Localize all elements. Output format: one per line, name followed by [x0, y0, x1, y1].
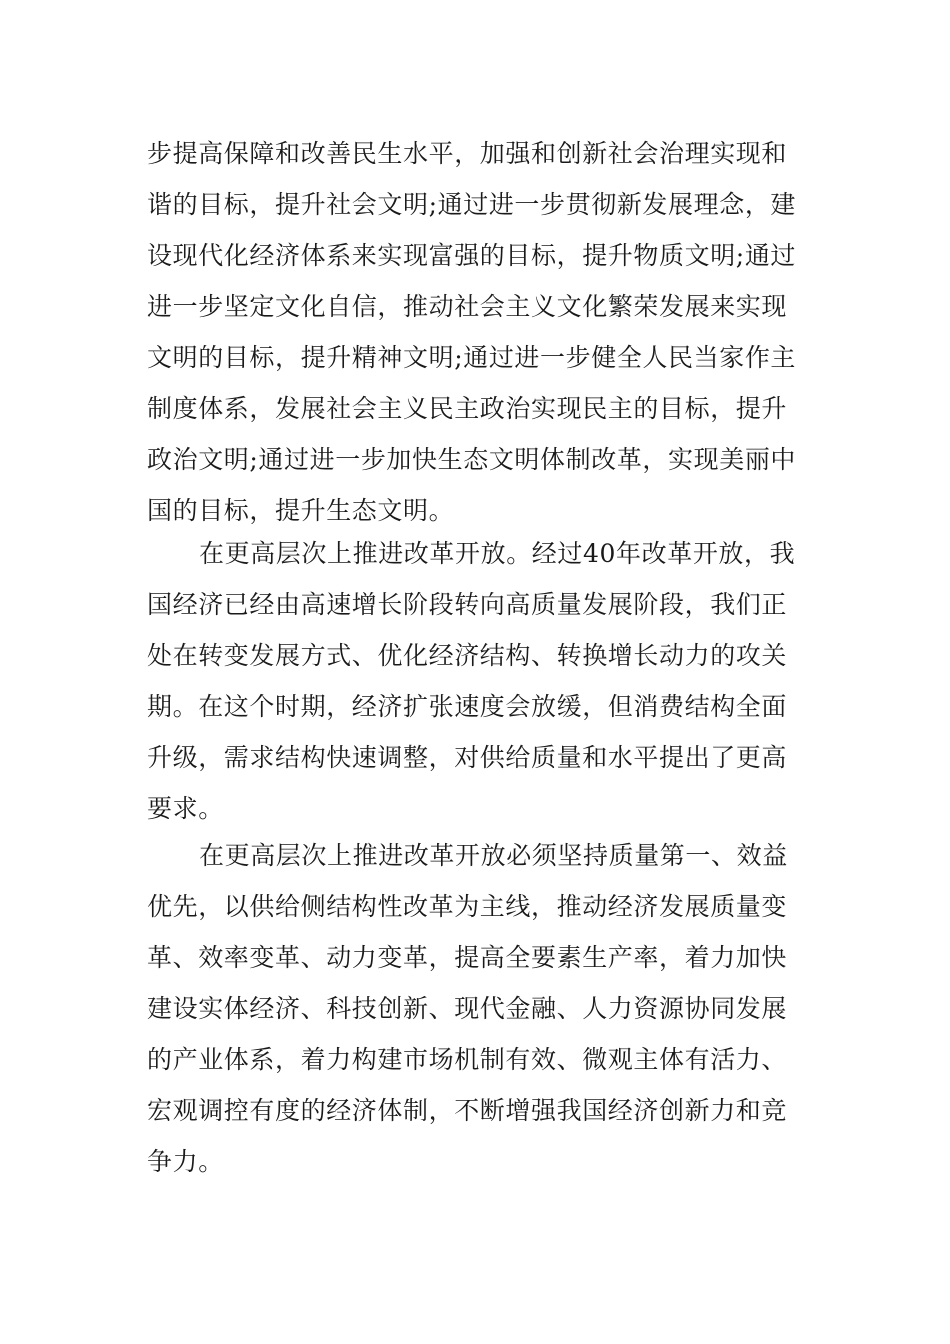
text-line: 国的目标，提升生态文明。: [147, 496, 455, 525]
text-line: 升级，需求结构快速调整，对供给质量和水平提出了更高: [147, 743, 788, 772]
text-line: 要求。: [147, 794, 224, 823]
text-line: 国经济已经由高速增长阶段转向高质量发展阶段，我们正: [147, 590, 788, 619]
text-line: 争力。: [147, 1147, 224, 1176]
text-line: 期。在这个时期，经济扩张速度会放缓，但消费结构全面: [147, 692, 788, 721]
text-line: 设现代化经济体系来实现富强的目标，提升物质文明;通过: [147, 241, 797, 270]
text-line: 在更高层次上推进改革开放必须坚持质量第一、效益: [199, 841, 788, 870]
text-line: 文明的目标，提升精神文明;通过进一步健全人民当家作主: [147, 343, 797, 372]
paragraph-continuation: [147, 128, 803, 536]
text-line: 步提高保障和改善民生水平，加强和创新社会治理实现和: [147, 139, 788, 168]
text-line: 的产业体系，着力构建市场机制有效、微观主体有活力、: [147, 1045, 788, 1074]
text-line: 革、效率变革、动力变革，提高全要素生产率，着力加快: [147, 943, 788, 972]
text-line: 在更高层次上推进改革开放。经过40年改革开放，我: [199, 539, 796, 568]
text-line: 政治文明;通过进一步加快生态文明体制改革，实现美丽中: [147, 445, 797, 474]
text-line: 进一步坚定文化自信，推动社会主义文化繁荣发展来实现: [147, 292, 788, 321]
text-line: 谐的目标，提升社会文明;通过进一步贯彻新发展理念，建: [147, 190, 797, 219]
text-line: 制度体系，发展社会主义民主政治实现民主的目标，提升: [147, 394, 788, 423]
paragraph-reform-opening: [147, 528, 803, 834]
text-line: 宏观调控有度的经济体制，不断增强我国经济创新力和竞: [147, 1096, 788, 1125]
text-line: 建设实体经济、科技创新、现代金融、人力资源协同发展: [147, 994, 788, 1023]
paragraph-quality-first: [147, 830, 803, 1187]
text-line: 优先，以供给侧结构性改革为主线，推动经济发展质量变: [147, 892, 788, 921]
text-line: 处在转变发展方式、优化经济结构、转换增长动力的攻关: [147, 641, 788, 670]
